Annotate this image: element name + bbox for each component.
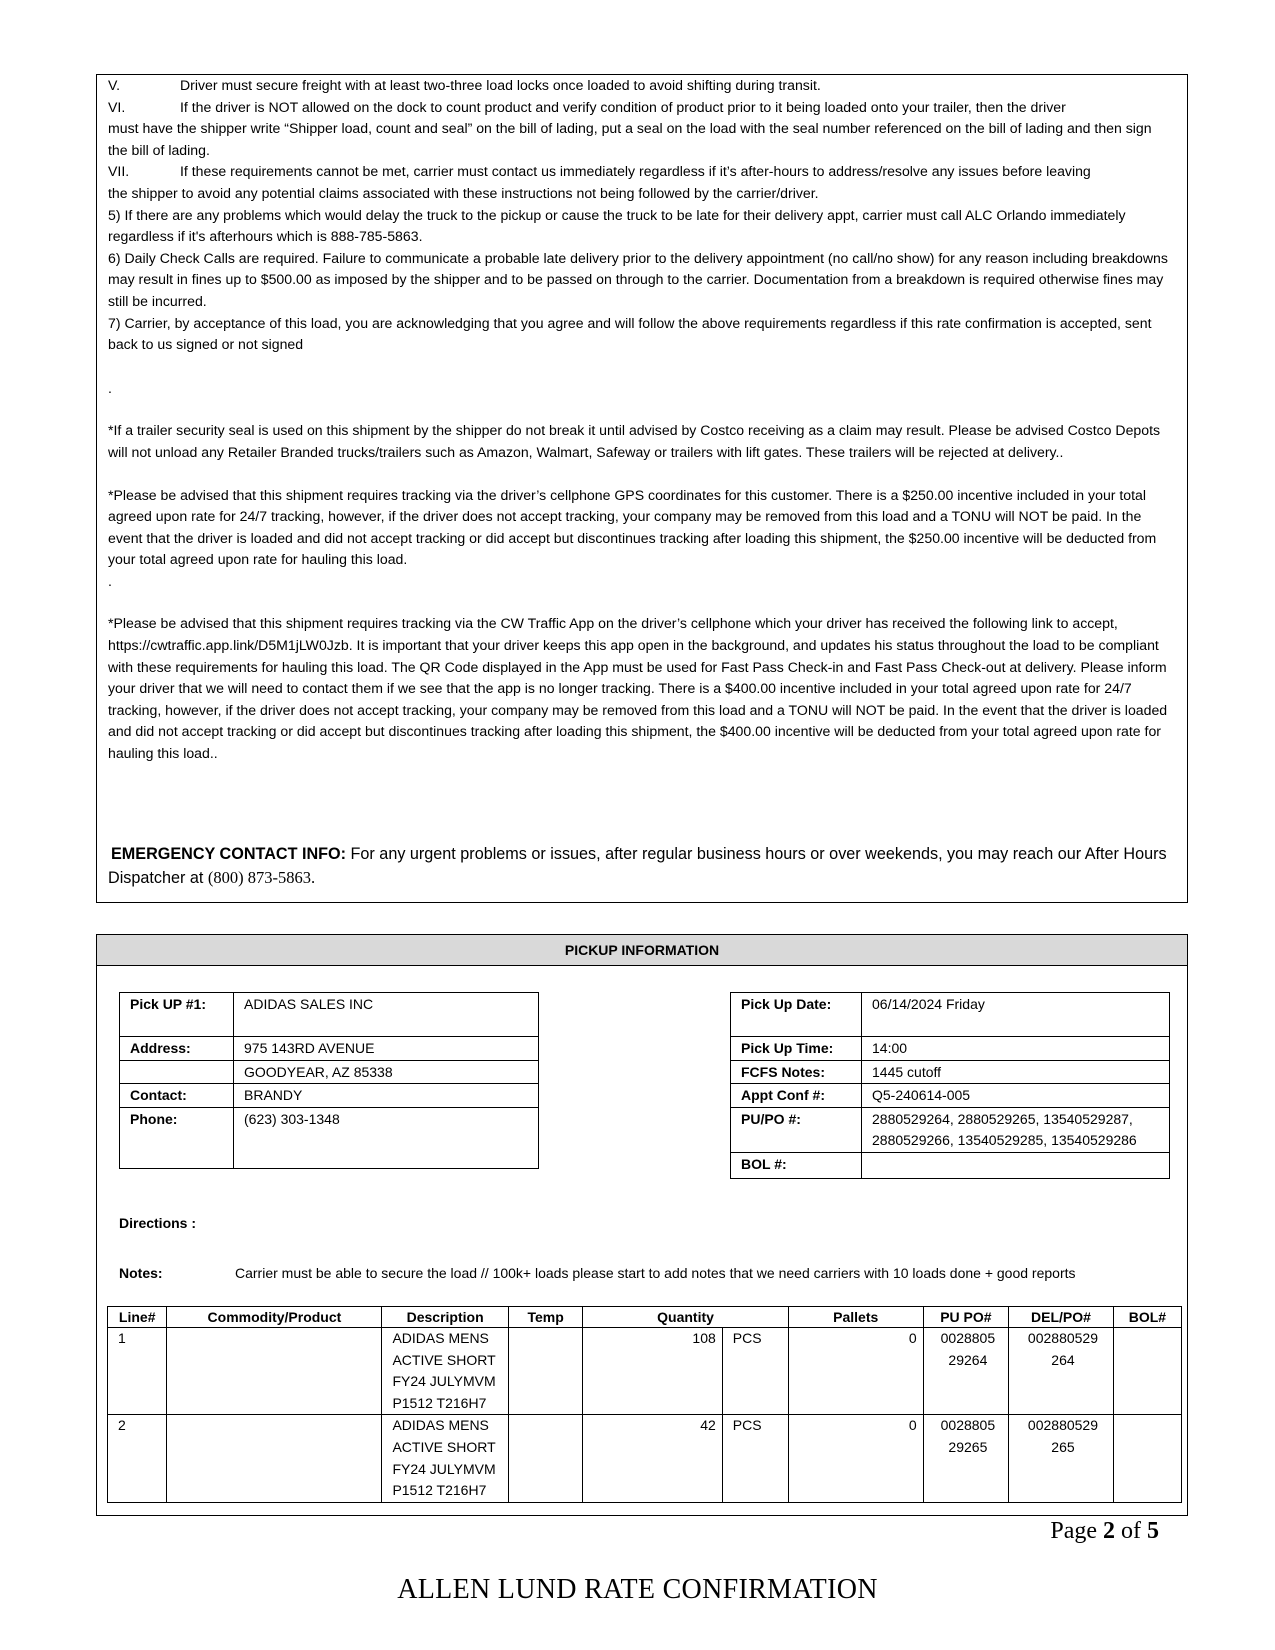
fcfs-notes: 1445 cutoff [862, 1060, 1170, 1084]
term-item-5: 5) If there are any problems which would delay the truck to the pickup or cause the truck to be late for their delivery appt, carrier must call ALC Orlando immediately regardless if it's afterhours which is 888-785-5863. [108, 206, 1126, 245]
page-number: Page 2 of 5 [1050, 1518, 1159, 1544]
term-item-7: 7) Carrier, by acceptance of this load, you are acknowledging that you agree and will follow the above requirements regardless if this rate confirmation is accepted, sent back to us signed or not signed [108, 314, 1152, 353]
bol-number [862, 1152, 1170, 1178]
table-header-row: Line# Commodity/Product Description Temp Quantity Pallets PU PO# DEL/PO# BOL# [108, 1307, 1182, 1328]
table-row: Pick Up Time: 14:00 [731, 1037, 1170, 1061]
pickup-location-table [119, 992, 539, 1169]
pickup-date: 06/14/2024 Friday [862, 993, 1170, 1037]
separator-dot: . [108, 572, 112, 589]
separator-dot: . [108, 379, 112, 396]
pu-po-numbers: 2880529264, 2880529265, 13540529287, 2880529266, 13540529285, 13540529286 [862, 1107, 1170, 1152]
term-item-vii: VII. If these requirements cannot be met, carrier must contact us immediately regardless if it’s after-hours to address/resolve any issues before leaving the shipper to avoid any potential claims associated with these instructions not being followed by the carrier/driver. [108, 163, 1091, 201]
shipper-name: ADIDAS SALES INC [234, 993, 539, 1037]
emergency-contact: EMERGENCY CONTACT INFO: For any urgent problems or issues, after regular business hours or over weekends, you may reach our After Hours Dispatcher at (800) 873-5863. [108, 844, 1167, 887]
cw-traffic-notice: *Please be advised that this shipment requires tracking via the CW Traffic App on the driver’s cellphone which your driver has received the following link to accept, https://cwtraffic.app.link/D5M1jLW0Jzb. It is important that your driver keeps this app open in the background, and updates his status throughout the load to be compliant with these requirements for hauling this load. The QR Code displayed in the App must be used for Fast Pass Check-in and Fast Pass Check-out at delivery. Please inform your driver that we will need to contact them if we see that the app is no longer tracking. There is a $400.00 incentive included in your total agreed upon rate for 24/7 tracking, however, if the driver does not accept tracking, your company may be removed from this load and a TONU will NOT be paid. In the event that the driver is loaded and did not accept tracking or did accept but discontinues tracking after loading this shipment, the $400.00 incentive will be deducted from your total agreed upon rate for hauling this load.. [108, 615, 1168, 762]
pickup-information-section [96, 934, 1188, 1516]
commodity-table [107, 1306, 1182, 1503]
document-footer-title: ALLEN LUND RATE CONFIRMATION [397, 1574, 878, 1605]
table-row: BOL #: [731, 1152, 1170, 1178]
table-row [120, 1060, 539, 1084]
term-item-vi: VI. If the driver is NOT allowed on the dock to count product and verify condition of product prior to it being loaded onto your trailer, then the driver must have the shipper write “Shipper load, count and seal” on the bill of lading, put a seal on the load with the seal number referenced on the bill of lading and then sign the bill of lading. [108, 98, 1152, 158]
table-row: Pick Up Date: 06/14/2024 Friday [731, 993, 1170, 1037]
address-line-2: GOODYEAR, AZ 85338 [234, 1060, 539, 1084]
table-row: Contact: BRANDY [120, 1084, 539, 1108]
terms-section [96, 74, 1188, 903]
table-row: Address: 975 143RD AVENUE [120, 1037, 539, 1061]
appt-conf-number: Q5-240614-005 [862, 1084, 1170, 1108]
notes-text: Carrier must be able to secure the load // 100k+ loads please start to add notes that we need carriers with 10 loads done + good reports [235, 1265, 1076, 1281]
term-item-v: V. Driver must secure freight with at least two-three load locks once loaded to avoid shifting during transit. [108, 77, 821, 93]
gps-tracking-notice: *Please be advised that this shipment requires tracking via the driver’s cellphone GPS coordinates for this customer. There is a $250.00 incentive included in your total agreed upon rate for 24/7 tracking, however, if the driver does not accept tracking, your company may be removed from this load and a TONU will NOT be paid. In the event that the driver is loaded and did not accept tracking or did accept but discontinues tracking after loading this shipment, the $250.00 incentive will be deducted from your total agreed upon rate for hauling this load. [108, 486, 1157, 568]
table-row: PU/PO #: 2880529264, 2880529265, 13540529287, 2880529266, 13540529285, 13540529286 [731, 1107, 1170, 1152]
pickup-schedule-table [730, 992, 1170, 1179]
term-item-6: 6) Daily Check Calls are required. Failure to communicate a probable late delivery prior to the delivery appointment (no call/no show) for any reason including breakdowns may result in fines up to $500.00 as imposed by the shipper and to be passed on through to the carrier. Documentation from a breakdown is required otherwise fines may still be incurred. [108, 249, 1168, 309]
table-row: Phone: (623) 303-1348 [120, 1107, 539, 1168]
pickup-time: 14:00 [862, 1037, 1170, 1061]
table-row: Appt Conf #: Q5-240614-005 [731, 1084, 1170, 1108]
address-line-1: 975 143RD AVENUE [234, 1037, 539, 1061]
table-row: Pick UP #1: ADIDAS SALES INC [120, 993, 539, 1037]
table-row: 2 ADIDAS MENS ACTIVE SHORT FY24 JULYMVM P1512 T216H7 42 PCS 0 0028805 29265 002880529 265 [108, 1415, 1182, 1502]
table-row: 1 ADIDAS MENS ACTIVE SHORT FY24 JULYMVM P1512 T216H7 108 PCS 0 0028805 29264 002880529 264 [108, 1328, 1182, 1415]
contact-phone: (623) 303-1348 [234, 1107, 539, 1168]
notes-label: Notes: [119, 1265, 163, 1281]
pickup-header: PICKUP INFORMATION [97, 935, 1187, 966]
table-row: FCFS Notes: 1445 cutoff [731, 1060, 1170, 1084]
emergency-phone: (800) 873-5863 [207, 867, 311, 887]
seal-notice: *If a trailer security seal is used on this shipment by the shipper do not break it until advised by Costco receiving as a claim may result. Please be advised Costco Depots will not unload any Retailer Branded trucks/trailers such as Amazon, Walmart, Safeway or trailers with lift gates. These trailers will be rejected at delivery.. [108, 422, 1161, 460]
directions-label: Directions : [119, 1215, 197, 1231]
contact-name: BRANDY [234, 1084, 539, 1108]
